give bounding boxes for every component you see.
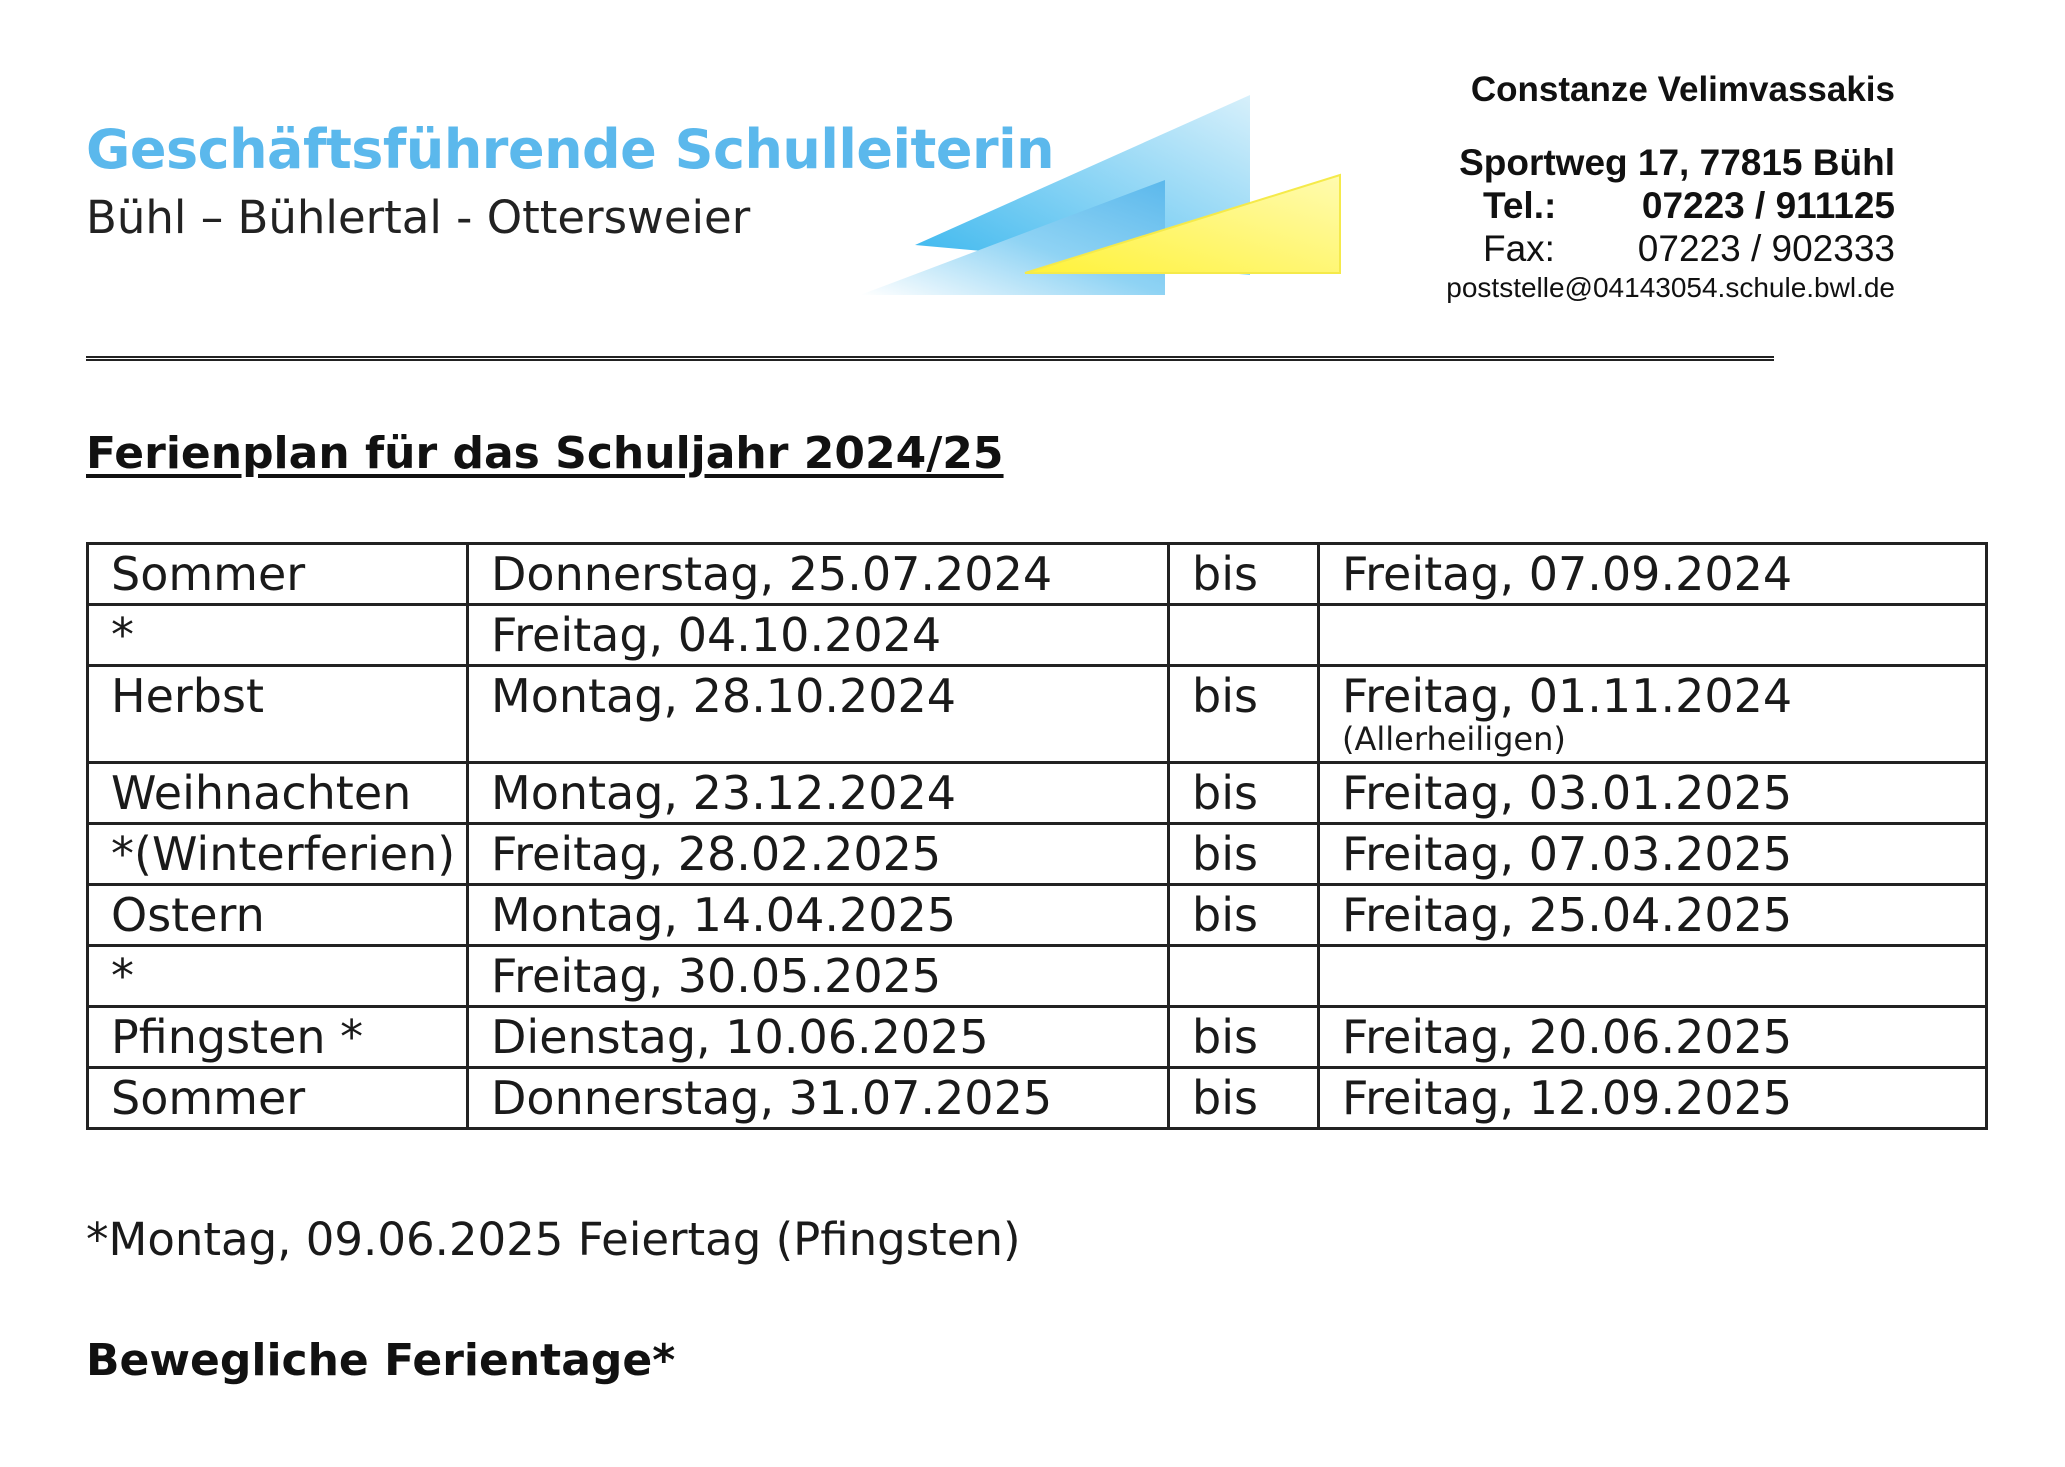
end-date-cell-text: Freitag, 03.01.2025	[1342, 766, 1793, 820]
start-date-cell	[468, 1068, 1169, 1129]
bis-cell	[1169, 605, 1319, 666]
end-date-cell	[1319, 763, 1987, 824]
season-cell	[88, 763, 468, 824]
bis-cell-text: bis	[1192, 888, 1258, 942]
end-date-cell-text: Freitag, 07.09.2024	[1342, 547, 1793, 601]
start-date-cell	[468, 763, 1169, 824]
season-cell-text: Pfingsten *	[111, 1010, 364, 1064]
end-date-cell	[1319, 605, 1987, 666]
start-date-cell-text: Freitag, 04.10.2024	[491, 608, 942, 662]
tel-label: Tel.:	[1483, 185, 1557, 226]
season-cell	[88, 544, 468, 605]
end-date-cell-text: Freitag, 20.06.2025	[1342, 1010, 1793, 1064]
end-date-cell-text: Freitag, 01.11.2024	[1342, 669, 1793, 723]
season-cell	[88, 946, 468, 1007]
end-date-cell-text: Freitag, 25.04.2025	[1342, 888, 1793, 942]
start-date-cell	[468, 1007, 1169, 1068]
season-cell-text: Sommer	[111, 1071, 306, 1125]
start-date-cell-text: Dienstag, 10.06.2025	[491, 1010, 989, 1064]
bis-cell-text: bis	[1192, 547, 1258, 601]
start-date-cell	[468, 946, 1169, 1007]
bis-cell	[1169, 544, 1319, 605]
table-row	[88, 1007, 1987, 1068]
table-row	[88, 763, 1987, 824]
logo-graphic	[855, 95, 1355, 305]
movable-days-heading: Bewegliche Ferientage*	[86, 1335, 676, 1386]
end-date-cell	[1319, 885, 1987, 946]
bis-cell-text: bis	[1192, 1010, 1258, 1064]
start-date-cell	[468, 544, 1169, 605]
end-date-cell	[1319, 946, 1987, 1007]
header-divider-second	[86, 359, 1774, 361]
table-row	[88, 946, 1987, 1007]
season-cell	[88, 1007, 468, 1068]
season-cell-text: *	[111, 608, 134, 662]
season-cell-text: Ostern	[111, 888, 265, 942]
end-date-cell	[1319, 1007, 1987, 1068]
start-date-cell-text: Freitag, 30.05.2025	[491, 949, 942, 1003]
bis-cell	[1169, 946, 1319, 1007]
start-date-cell-text: Donnerstag, 31.07.2025	[491, 1071, 1053, 1125]
season-cell-text: *	[111, 949, 134, 1003]
contact-block	[1395, 70, 1895, 304]
contact-tel-row	[1395, 184, 1895, 227]
table-row	[88, 544, 1987, 605]
season-cell	[88, 666, 468, 763]
contact-fax-row	[1395, 227, 1895, 270]
holiday-table	[86, 542, 1988, 1130]
table-row	[88, 885, 1987, 946]
end-date-cell-text: Freitag, 07.03.2025	[1342, 827, 1793, 881]
season-cell-text: Weihnachten	[111, 766, 412, 820]
tel-value: 07223 / 911125	[1641, 185, 1895, 226]
plan-title: Ferienplan für das Schuljahr 2024/25	[86, 428, 1004, 479]
table-row	[88, 605, 1987, 666]
footnote: *Montag, 09.06.2025 Feiertag (Pfingsten)	[86, 1213, 1021, 1266]
start-date-cell	[468, 824, 1169, 885]
season-cell	[88, 1068, 468, 1129]
fax-value: 07223 / 902333	[1637, 228, 1895, 269]
logo-blue-triangle-front	[860, 180, 1165, 295]
bis-cell-text: bis	[1192, 766, 1258, 820]
org-title: Geschäftsführende Schulleiterin	[86, 118, 1055, 181]
season-cell	[88, 824, 468, 885]
start-date-cell-text: Donnerstag, 25.07.2024	[491, 547, 1053, 601]
start-date-cell-text: Montag, 28.10.2024	[491, 669, 957, 723]
bis-cell	[1169, 763, 1319, 824]
end-date-cell	[1319, 1068, 1987, 1129]
bis-cell-text: bis	[1192, 827, 1258, 881]
start-date-cell-text: Montag, 14.04.2025	[491, 888, 957, 942]
fax-label: Fax:	[1483, 228, 1555, 269]
contact-name: Constanze Velimvassakis	[1470, 70, 1895, 109]
table-row	[88, 1068, 1987, 1129]
start-date-cell	[468, 605, 1169, 666]
season-cell	[88, 605, 468, 666]
bis-cell	[1169, 885, 1319, 946]
org-subtitle: Bühl – Bühlertal - Ottersweier	[86, 191, 751, 244]
contact-address: Sportweg 17, 77815 Bühl	[1459, 142, 1895, 183]
start-date-cell	[468, 666, 1169, 763]
start-date-cell-text: Montag, 23.12.2024	[491, 766, 957, 820]
end-date-cell	[1319, 666, 1987, 763]
season-cell-text: *(Winterferien)	[111, 827, 456, 881]
contact-email: poststelle@04143054.schule.bwl.de	[1446, 272, 1895, 303]
bis-cell	[1169, 666, 1319, 763]
season-cell	[88, 885, 468, 946]
end-date-cell	[1319, 544, 1987, 605]
start-date-cell-text: Freitag, 28.02.2025	[491, 827, 942, 881]
bis-cell	[1169, 1068, 1319, 1129]
bis-cell	[1169, 1007, 1319, 1068]
end-date-note: (Allerheiligen)	[1342, 720, 1566, 758]
bis-cell-text: bis	[1192, 1071, 1258, 1125]
header-divider	[86, 356, 1774, 358]
bis-cell-text: bis	[1192, 669, 1258, 723]
start-date-cell	[468, 885, 1169, 946]
season-cell-text: Sommer	[111, 547, 306, 601]
end-date-cell	[1319, 824, 1987, 885]
end-date-cell-text: Freitag, 12.09.2025	[1342, 1071, 1793, 1125]
bis-cell	[1169, 824, 1319, 885]
table-row	[88, 666, 1987, 763]
table-row	[88, 824, 1987, 885]
season-cell-text: Herbst	[111, 669, 265, 723]
